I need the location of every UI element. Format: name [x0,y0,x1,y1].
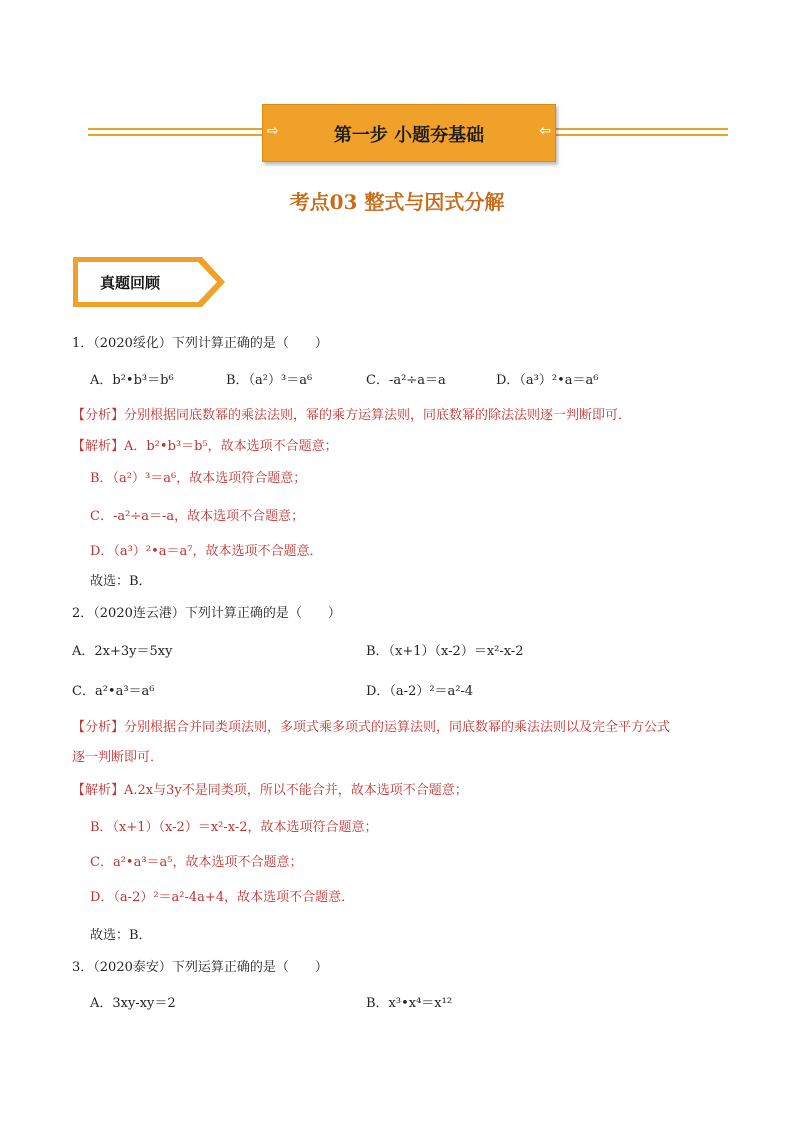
rule-right-top [554,128,728,130]
section-tag-label: 真题回顾 [100,274,161,292]
q2-stem: 2．（2020连云港）下列计算正确的是（ ） [72,606,341,621]
solution-label: 【解析】 [72,783,125,798]
solution-line: A．b²•b³＝b⁵，故本选项不合题意； [124,439,338,454]
q1-option-c: C．-a²÷a＝a [366,373,446,388]
q3-stem: 3．（2020泰安）下列运算正确的是（ ） [72,960,328,975]
rule-right-bottom [554,134,728,136]
solution-line: B．（x+1）（x-2）＝x²-x-2，故本选项符合题意； [90,820,378,835]
q2-analysis [72,716,670,735]
analysis-text: 分别根据合并同类项法则，多项式乘多项式的运算法则，同底数幂的乘法法则以及完全平方公式 [124,720,671,735]
rule-left-bottom [88,134,262,136]
rule-left-top [88,128,262,130]
arrow-left-icon: ⇦ [539,123,551,139]
arrow-right-icon: ⇨ [267,123,279,139]
solution-line: B．（a²）³＝a⁶，故本选项符合题意； [90,471,307,486]
analysis-text-cont: 逐一判断即可． [72,750,164,765]
solution-line: C．a²•a³＝a⁵，故本选项不合题意； [90,855,303,870]
solution-line: D．（a³）²•a＝a⁷，故本选项不合题意． [90,544,323,559]
q1-option-d: D．（a³）²•a＝a⁶ [496,373,599,388]
q2-answer: 故选：B． [90,928,152,943]
q2-option-d: D．（a-2）²＝a²-4 [366,684,474,699]
q2-option-b: B．（x+1）（x-2）＝x²-x-2 [366,644,524,659]
q3-option-a: A．3xy-xy＝2 [90,996,176,1011]
q1-solution [72,435,338,454]
q2-solution [72,779,468,798]
analysis-text: 分别根据同底数幂的乘法法则，幂的乘方运算法则，同底数幂的除法法则逐一判断即可． [124,408,632,423]
analysis-label: 【分析】 [72,408,125,423]
step-banner [262,104,556,162]
analysis-label: 【分析】 [72,720,125,735]
q1-option-b: B．（a²）³＝a⁶ [226,373,313,388]
q1-analysis [72,404,631,423]
q1-answer: 故选：B． [90,574,152,589]
solution-line: C．-a²÷a＝-a，故本选项不合题意； [90,509,305,524]
q2-option-a: A．2x+3y＝5xy [72,644,173,659]
section-tag [72,256,228,312]
q1-option-a: A．b²•b³＝b⁶ [90,373,174,388]
solution-line: D．（a-2）²＝a²-4a+4，故本选项不合题意． [90,890,355,905]
q1-stem: 1．（2020绥化）下列计算正确的是（ ） [72,336,328,351]
topic-heading: 考点03 整式与因式分解 [289,190,505,214]
q3-option-b: B．x³•x⁴＝x¹² [366,996,453,1011]
solution-line: A.2x与3y不是同类项，所以不能合并，故本选项不合题意； [124,783,468,798]
banner-title: 第一步 小题夯基础 [333,125,485,146]
q2-option-c: C．a²•a³＝a⁶ [72,684,155,699]
solution-label: 【解析】 [72,439,125,454]
